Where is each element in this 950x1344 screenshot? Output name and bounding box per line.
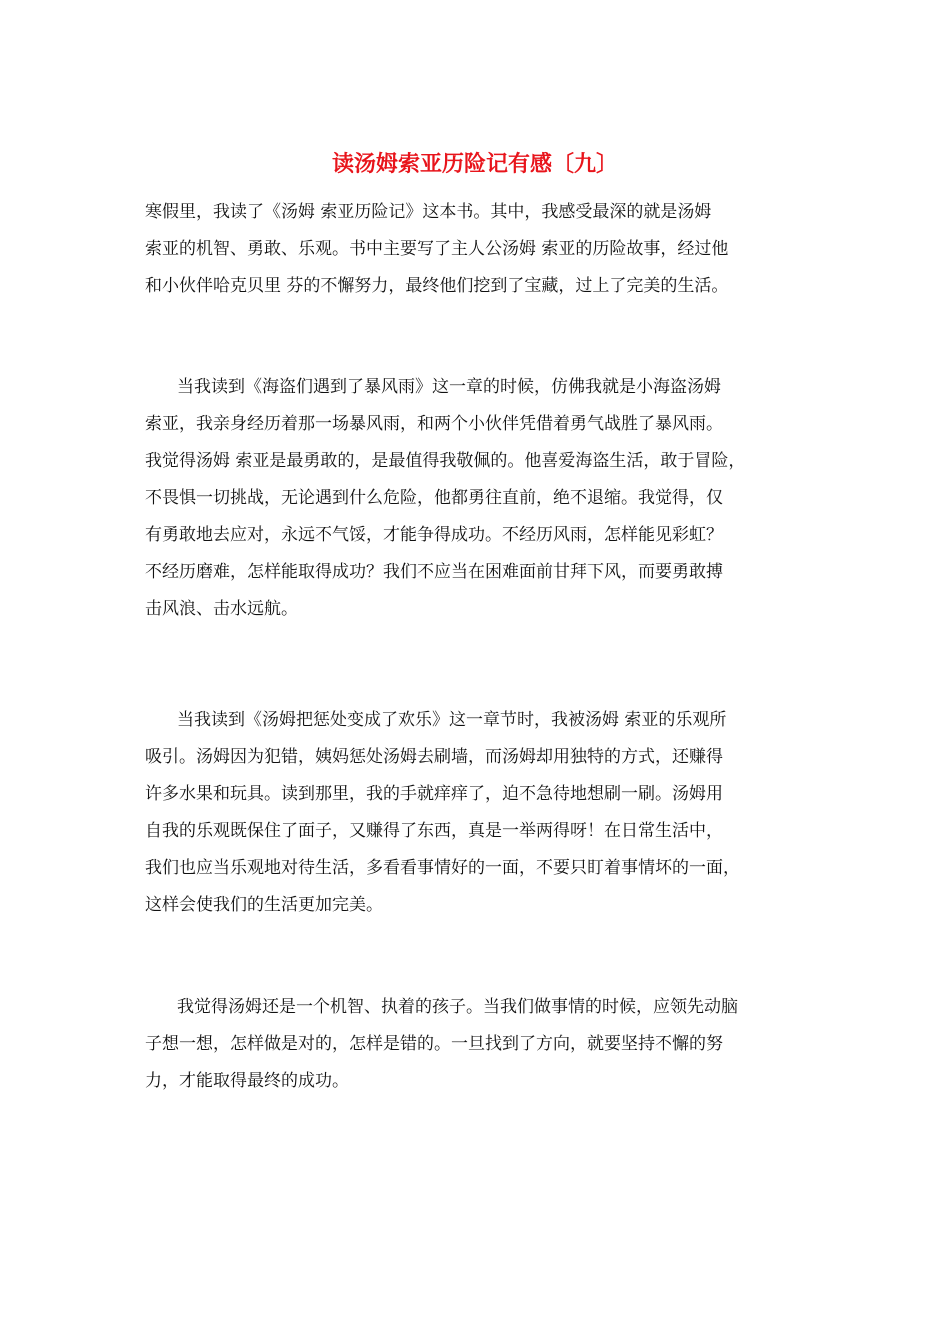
- paragraph-line: 击风浪、击水远航。: [145, 599, 298, 619]
- paragraph-line: 我觉得汤姆 索亚是最勇敢的，是最值得我敬佩的。他喜爱海盗生活，敢于冒险，: [145, 451, 746, 471]
- document-title: 读汤姆索亚历险记有感〔九〕: [331, 152, 618, 177]
- paragraph-line: 索亚的机智、勇敢、乐观。书中主要写了主人公汤姆 索亚的历险故事，经过他: [145, 239, 729, 259]
- paragraph-line: 吸引。汤姆因为犯错，姨妈惩处汤姆去刷墙，而汤姆却用独特的方式，还赚得: [145, 747, 723, 767]
- paragraph-line: 不经历磨难，怎样能取得成功？我们不应当在困难面前甘拜下风，而要勇敢搏: [145, 562, 723, 582]
- paragraph-2: [145, 369, 815, 628]
- paragraph-line: 我们也应当乐观地对待生活，多看看事情好的一面，不要只盯着事情坏的一面，: [145, 858, 740, 878]
- paragraph-1: [145, 194, 815, 305]
- paragraph-3: [145, 702, 815, 924]
- paragraph-line: 不畏惧一切挑战，无论遇到什么危险，他都勇往直前，绝不退缩。我觉得，仅: [145, 488, 723, 508]
- paragraph-line: 子想一想，怎样做是对的，怎样是错的。一旦找到了方向，就要坚持不懈的努: [145, 1034, 723, 1054]
- paragraph-line: 这样会使我们的生活更加完美。: [145, 895, 383, 915]
- paragraph-line: 力，才能取得最终的成功。: [145, 1071, 349, 1091]
- paragraph-line: 索亚，我亲身经历着那一场暴风雨，和两个小伙伴凭借着勇气战胜了暴风雨。: [145, 414, 723, 434]
- paragraph-line: 当我读到《海盗们遇到了暴风雨》这一章的时候，仿佛我就是小海盗汤姆: [177, 377, 721, 397]
- paragraph-line: 当我读到《汤姆把惩处变成了欢乐》这一章节时，我被汤姆 索亚的乐观所: [177, 710, 727, 730]
- paragraph-line: 许多水果和玩具。读到那里，我的手就痒痒了，迫不急待地想刷一刷。汤姆用: [145, 784, 723, 804]
- paragraph-line: 我觉得汤姆还是一个机智、执着的孩子。当我们做事情的时候，应领先动脑: [177, 997, 738, 1017]
- paragraph-4: [145, 989, 815, 1100]
- paragraph-line: 和小伙伴哈克贝里 芬的不懈努力，最终他们挖到了宝藏，过上了完美的生活。: [145, 276, 729, 296]
- paragraph-line: 寒假里，我读了《汤姆 索亚历险记》这本书。其中，我感受最深的就是汤姆: [145, 202, 712, 222]
- paragraph-line: 自我的乐观既保住了面子，又赚得了东西，真是一举两得呀！在日常生活中，: [145, 821, 723, 841]
- paragraph-line: 有勇敢地去应对，永远不气馁，才能争得成功。不经历风雨，怎样能见彩虹？: [145, 525, 723, 545]
